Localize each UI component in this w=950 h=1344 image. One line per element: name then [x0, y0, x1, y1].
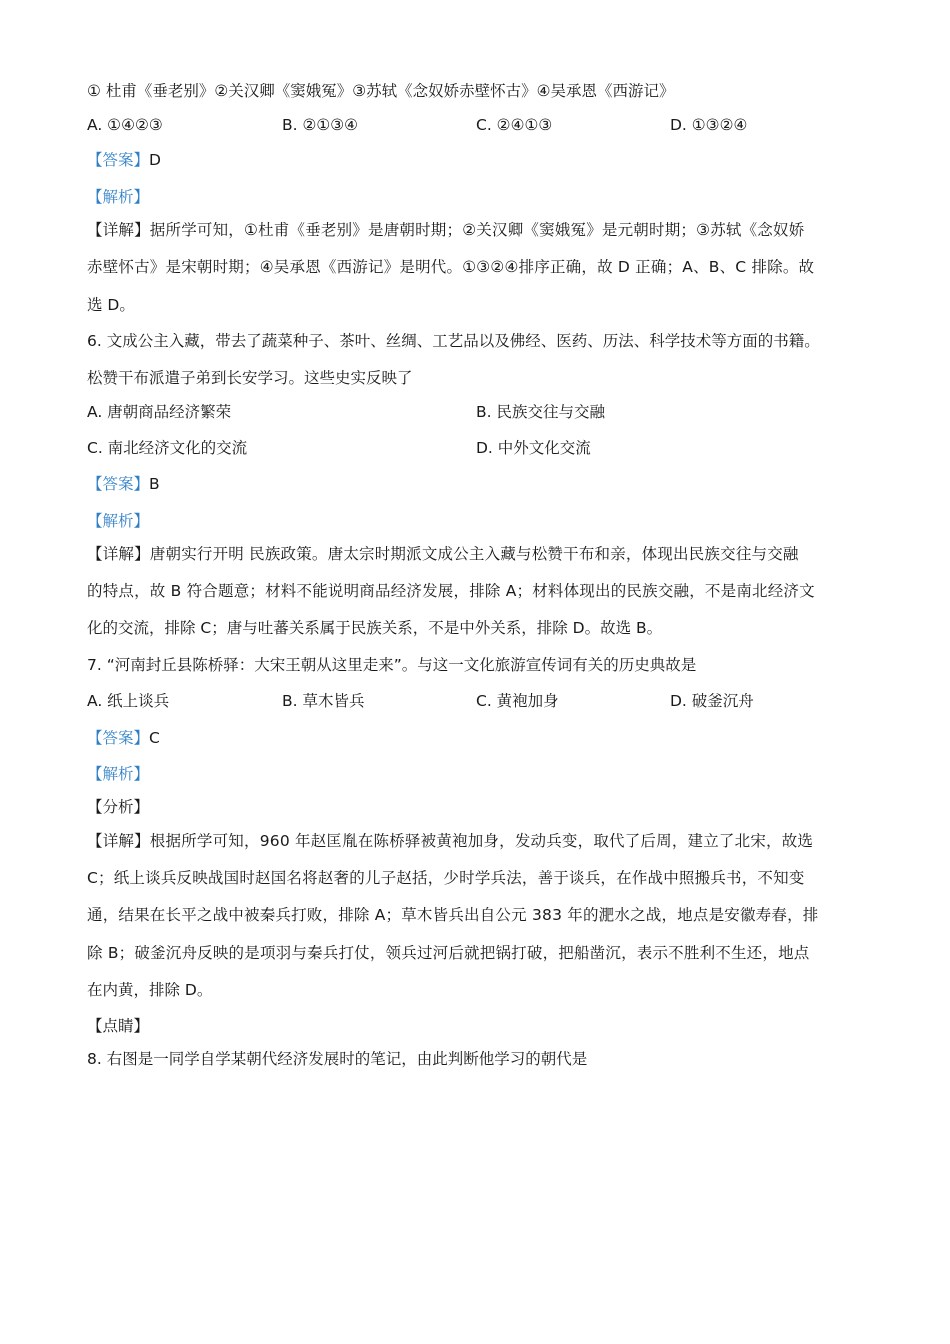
answer-tag: 【答案】: [87, 475, 150, 493]
q7-option-b: B. 草木皆兵: [282, 692, 365, 710]
answer-value: D: [149, 151, 161, 169]
q7-option-c: C. 黄袍加身: [476, 692, 559, 710]
q5-analysis-tag: 【解析】: [87, 188, 150, 206]
q5-items: ① 杜甫《垂老别》②关汉卿《窦娥冤》③苏轼《念奴娇赤壁怀古》④吴承恩《西游记》: [87, 82, 675, 100]
q6-detail-3: 化的交流，排除 C；唐与吐蕃关系属于民族关系，不是中外关系，排除 D。故选 B。: [87, 619, 663, 637]
answer-value: C: [149, 729, 160, 747]
q6-detail-1: 【详解】唐朝实行开明 民族政策。唐太宗时期派文成公主入藏与松赞干布和亲，体现出民族交往与交融: [87, 545, 799, 563]
q7-fenxi-tag: 【分析】: [87, 798, 150, 816]
q7-analysis-tag: 【解析】: [87, 765, 150, 783]
q5-option-c: C. ②④①③: [476, 116, 553, 134]
q5-detail-3: 选 D。: [87, 296, 135, 314]
q7-stem: 7. “河南封丘县陈桥驿：大宋王朝从这里走来”。与这一文化旅游宣传词有关的历史典故是: [87, 656, 697, 674]
q6-option-d: D. 中外文化交流: [476, 439, 591, 457]
q7-detail-2: C；纸上谈兵反映战国时赵国名将赵奢的儿子赵括，少时学兵法，善于谈兵，在作战中照搬兵书，不知变: [87, 869, 805, 887]
q5-detail-2: 赤壁怀古》是宋朝时期；④吴承恩《西游记》是明代。①③②④排序正确，故 D 正确；A、B、C 排除。故: [87, 258, 815, 276]
q7-detail-4: 除 B；破釜沉舟反映的是项羽与秦兵打仗，领兵过河后就把锅打破，把船凿沉，表示不胜利不生还，地点: [87, 944, 810, 962]
q6-detail-2: 的特点，故 B 符合题意；材料不能说明商品经济发展，排除 A；材料体现出的民族交融，不是南北经济文: [87, 582, 815, 600]
answer-tag: 【答案】: [87, 729, 150, 747]
q5-option-b: B. ②①③④: [282, 116, 359, 134]
q5-detail-1: 【详解】据所学可知，①杜甫《垂老别》是唐朝时期；②关汉卿《窦娥冤》是元朝时期；③苏轼《念奴娇: [87, 221, 805, 239]
q7-option-d: D. 破釜沉舟: [670, 692, 754, 710]
q6-answer-line: [87, 473, 877, 495]
q5-answer-line: [87, 149, 877, 171]
q6-analysis-tag: 【解析】: [87, 512, 150, 530]
q5-option-d: D. ①③②④: [670, 116, 748, 134]
q6-stem-2: 松赞干布派遣子弟到长安学习。这些史实反映了: [87, 369, 413, 387]
answer-tag: 【答案】: [87, 151, 150, 169]
q7-detail-3: 通，结果在长平之战中被秦兵打败，排除 A；草木皆兵出自公元 383 年的淝水之战，地点是安徽寿春，排: [87, 906, 819, 924]
q7-detail-1: 【详解】根据所学可知，960 年赵匡胤在陈桥驿被黄袍加身，发动兵变，取代了后周，建立了北宋，故选: [87, 832, 814, 850]
q8-stem: 8. 右图是一同学自学某朝代经济发展时的笔记，由此判断他学习的朝代是: [87, 1050, 588, 1068]
q5-option-a: A. ①④②③: [87, 116, 163, 134]
q7-detail-5: 在内黄，排除 D。: [87, 981, 213, 999]
q7-option-a: A. 纸上谈兵: [87, 692, 170, 710]
answer-value: B: [149, 475, 160, 493]
q6-option-b: B. 民族交往与交融: [476, 403, 605, 421]
q6-option-a: A. 唐朝商品经济繁荣: [87, 403, 232, 421]
q7-answer-line: [87, 727, 877, 749]
q6-stem-1: 6. 文成公主入藏，带去了蔬菜种子、茶叶、丝绸、工艺品以及佛经、医药、历法、科学技术等方面的书籍。: [87, 332, 820, 350]
q7-dianjing-tag: 【点睛】: [87, 1017, 150, 1035]
q6-option-c: C. 南北经济文化的交流: [87, 439, 248, 457]
